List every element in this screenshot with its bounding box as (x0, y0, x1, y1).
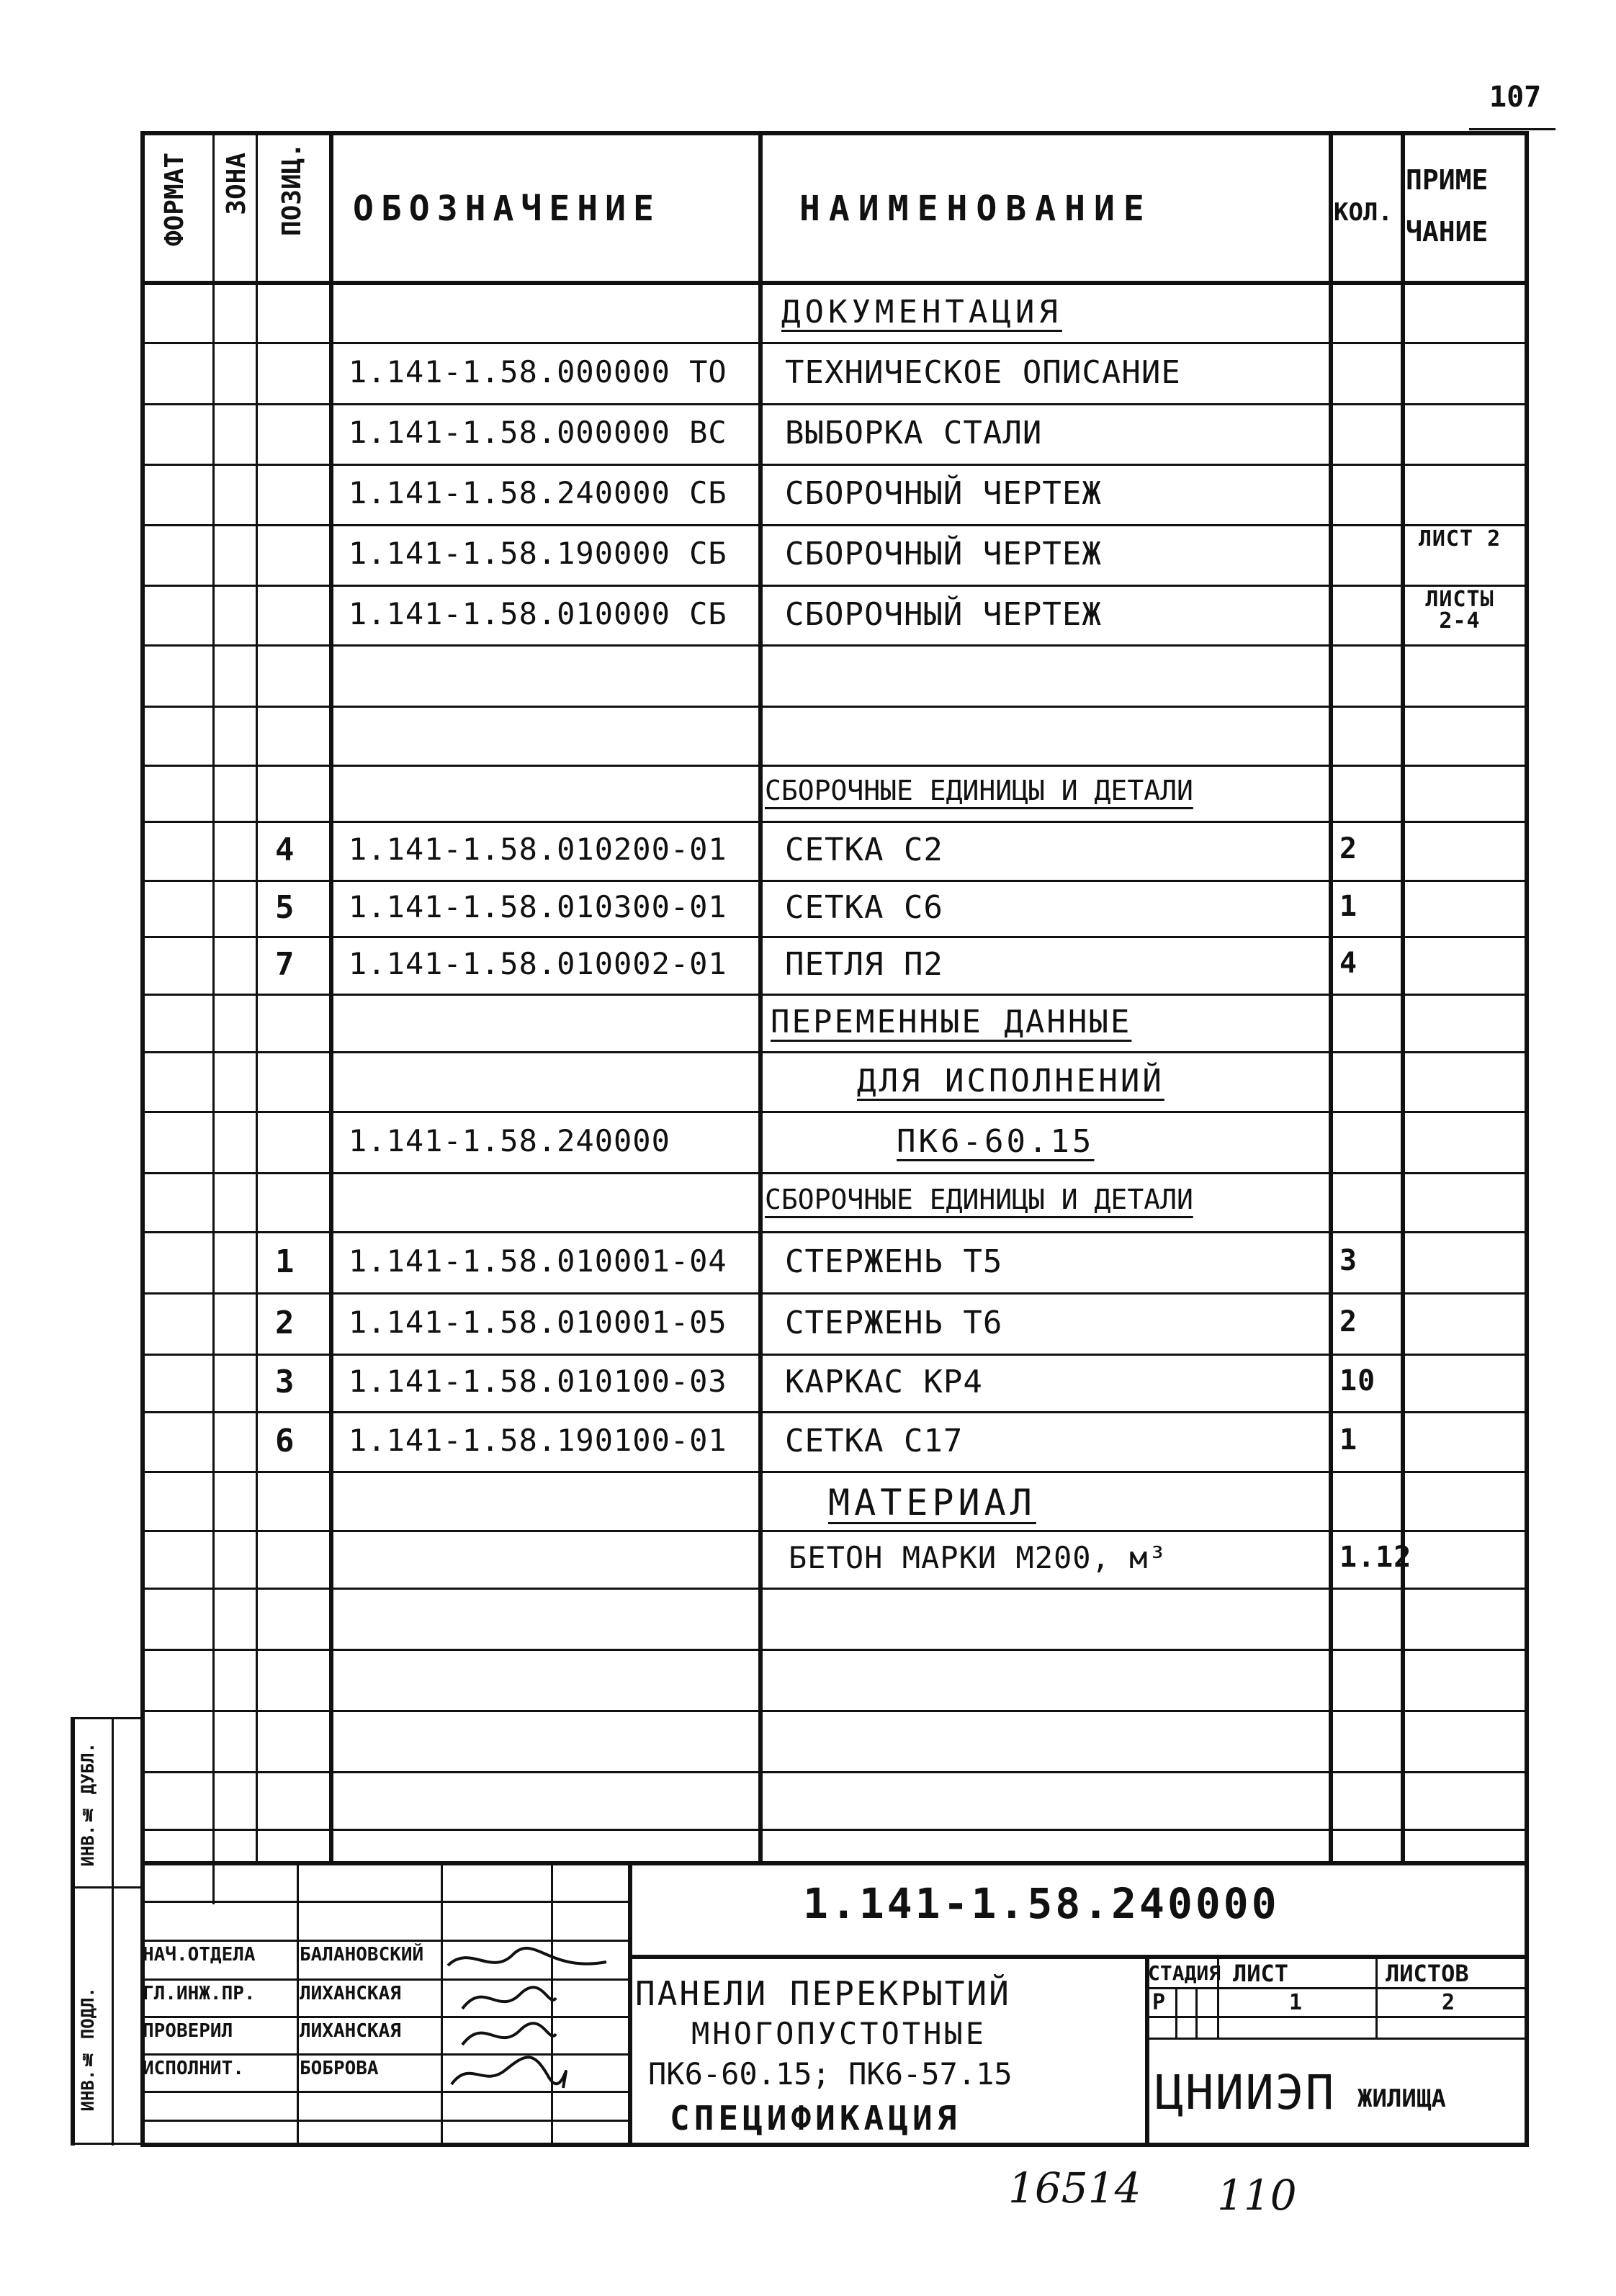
stage-label: СТАДИЯ (1148, 1961, 1221, 1985)
section-heading: ДОКУМЕНТАЦИЯ (781, 294, 1062, 330)
section-heading: МАТЕРИАЛ (828, 1482, 1036, 1523)
row-quantity: 2 (1339, 832, 1358, 865)
row-position: 2 (275, 1304, 295, 1341)
name-chief-eng: ЛИХАНСКАЯ (300, 1983, 401, 2004)
row-position: 1 (275, 1243, 295, 1280)
title-line-3: ПК6-60.15; ПК6-57.15 (648, 2056, 1013, 2092)
page-number: 107 (1489, 81, 1542, 114)
header-zone: ЗОНА (222, 153, 251, 215)
name-executor: БОБРОВА (300, 2058, 379, 2079)
row-position: 6 (275, 1422, 295, 1459)
row-name: СБОРОЧНЫЙ ЧЕРТЕЖ (785, 536, 1102, 572)
sheet-label: ЛИСТ (1233, 1960, 1289, 1987)
org-main: ЦНИИЭП (1155, 2065, 1336, 2120)
section-heading: ДЛЯ ИСПОЛНЕНИЙ (857, 1062, 1164, 1099)
sheets-value: 2 (1442, 1990, 1455, 2015)
row-designation: 1.141-1.58.010000 СБ (349, 595, 727, 631)
header-position: ПОЗИЦ. (277, 143, 307, 237)
role-head: НАЧ.ОТДЕЛА (143, 1944, 256, 1966)
role-executor: ИСПОЛНИТ. (143, 2058, 244, 2079)
section-heading: СБОРОЧНЫЕ ЕДИНИЦЫ И ДЕТАЛИ (765, 775, 1193, 806)
row-quantity: 1 (1339, 1423, 1358, 1457)
title-line-1: ПАНЕЛИ ПЕРЕКРЫТИЙ (635, 1974, 1011, 2013)
footer-number-left: 16514 (1008, 2164, 1141, 2212)
row-name: ВЫБОРКА СТАЛИ (785, 415, 1043, 451)
row-name: КАРКАС КР4 (785, 1364, 983, 1400)
header-note-1: ПРИМЕ (1406, 164, 1489, 196)
role-checked: ПРОВЕРИЛ (143, 2020, 233, 2042)
row-designation: 1.141-1.58.000000 ТО (349, 354, 727, 390)
header-format: ФОРМАТ (160, 153, 189, 247)
row-quantity: 3 (1339, 1243, 1358, 1277)
row-name: СБОРОЧНЫЙ ЧЕРТЕЖ (785, 475, 1102, 512)
header-designation: ОБОЗНАЧЕНИЕ (353, 189, 661, 229)
row-position: 5 (275, 889, 295, 926)
row-name: СТЕРЖЕНЬ Т6 (785, 1304, 1003, 1341)
row-name: БЕТОН МАРКИ М200, м³ (789, 1540, 1167, 1575)
section-heading: ПЕРЕМЕННЫЕ ДАННЫЕ (771, 1004, 1132, 1040)
name-head: БАЛАНОВСКИЙ (300, 1944, 424, 1966)
row-position: 7 (275, 946, 295, 983)
row-designation: 1.141-1.58.240000 СБ (349, 475, 727, 510)
sheet-value: 1 (1289, 1990, 1303, 2015)
section-heading: ПК6-60.15 (897, 1122, 1095, 1160)
name-checked: ЛИХАНСКАЯ (300, 2020, 401, 2042)
row-quantity: 1 (1339, 890, 1358, 923)
row-name: ПЕТЛЯ П2 (785, 946, 943, 983)
stage-value: Р (1152, 1990, 1166, 2015)
sheets-label: ЛИСТОВ (1386, 1960, 1469, 1987)
header-name: НАИМЕНОВАНИЕ (799, 189, 1153, 229)
section-heading: СБОРОЧНЫЕ ЕДИНИЦЫ И ДЕТАЛИ (765, 1184, 1193, 1215)
side-label-bottom: ИНВ.№ ПОДЛ. (78, 1987, 98, 2112)
header-qty: КОЛ. (1334, 198, 1393, 227)
row-quantity: 10 (1339, 1364, 1376, 1397)
row-name: СЕТКА С2 (785, 832, 943, 868)
row-name: ТЕХНИЧЕСКОЕ ОПИСАНИЕ (785, 354, 1181, 391)
row-position: 3 (275, 1364, 295, 1400)
row-designation: 1.141-1.58.010200-01 (349, 832, 727, 867)
role-chief-eng: ГЛ.ИНЖ.ПР. (143, 1983, 256, 2004)
row-designation: 1.141-1.58.010300-01 (349, 889, 727, 924)
row-name: СТЕРЖЕНЬ Т5 (785, 1243, 1003, 1280)
row-designation: 1.141-1.58.010100-03 (349, 1364, 727, 1399)
row-designation: 1.141-1.58.240000 (349, 1122, 670, 1158)
title-line-4: СПЕЦИФИКАЦИЯ (670, 2099, 961, 2138)
row-designation: 1.141-1.58.010001-04 (349, 1243, 727, 1279)
row-quantity: 4 (1339, 947, 1358, 980)
side-label-top: ИНВ.№ ДУБЛ. (78, 1742, 98, 1867)
row-note: ЛИСТ 2 (1418, 526, 1501, 552)
row-designation: 1.141-1.58.010001-05 (349, 1304, 727, 1340)
row-designation: 1.141-1.58.010002-01 (349, 946, 727, 981)
header-note-2: ЧАНИЕ (1406, 216, 1489, 248)
footer-number-right: 110 (1217, 2171, 1297, 2220)
row-designation: 1.141-1.58.000000 ВС (349, 415, 727, 450)
row-name: СЕТКА С17 (785, 1422, 964, 1459)
title-line-2: МНОГОПУСТОТНЫЕ (691, 2016, 987, 2051)
doc-number: 1.141-1.58.240000 (803, 1879, 1280, 1928)
row-quantity: 2 (1339, 1305, 1358, 1338)
row-position: 4 (275, 832, 295, 868)
row-name: СЕТКА С6 (785, 889, 943, 926)
row-note: ЛИСТЫ 2-4 (1425, 587, 1494, 634)
org-sub: ЖИЛИЩА (1357, 2084, 1446, 2113)
row-quantity: 1.12 (1339, 1541, 1412, 1574)
signatures (441, 1937, 628, 2102)
row-name: СБОРОЧНЫЙ ЧЕРТЕЖ (785, 595, 1102, 633)
row-designation: 1.141-1.58.190100-01 (349, 1422, 727, 1458)
page-number-rule (1469, 128, 1556, 130)
row-designation: 1.141-1.58.190000 СБ (349, 536, 727, 571)
